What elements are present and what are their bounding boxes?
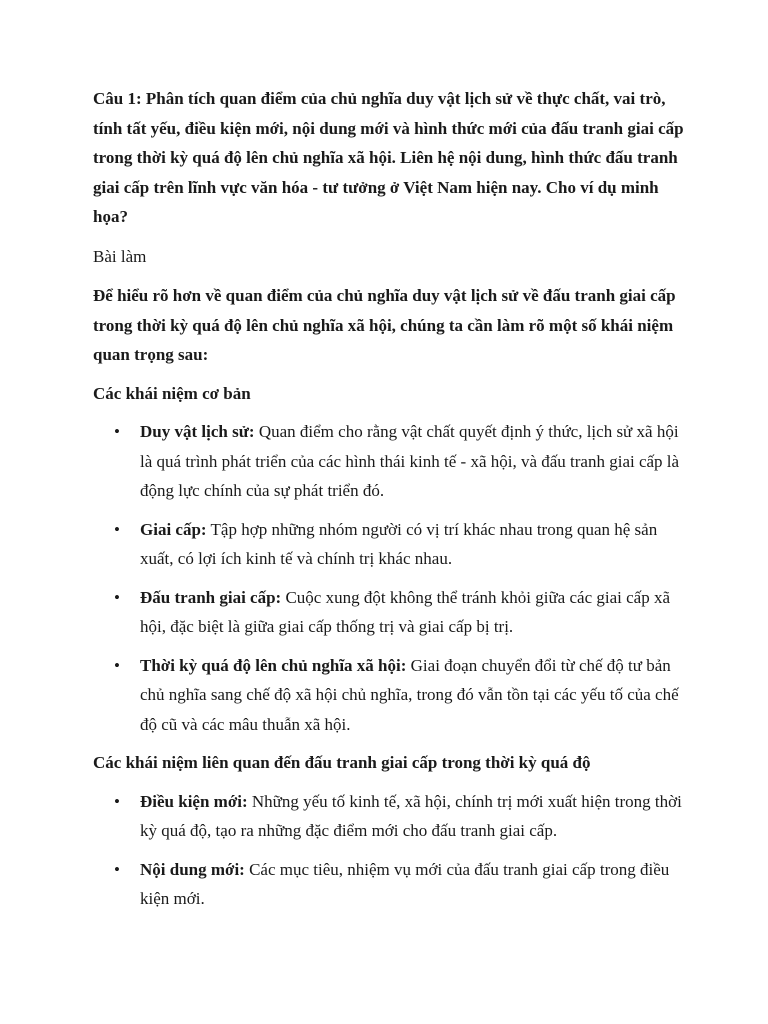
- list-item-text: Những yếu tố kinh tế, xã hội, chính trị mới xuất hiện trong thời kỳ quá độ, tạo ra những đặc điểm mới cho đấu tranh giai cấp.: [140, 791, 682, 840]
- list-item-term: Nội dung mới:: [140, 859, 245, 879]
- list-item: [93, 417, 688, 506]
- list-item: [93, 515, 688, 574]
- basic-concepts-list: [93, 417, 688, 739]
- list-item-term: Thời kỳ quá độ lên chủ nghĩa xã hội:: [140, 655, 407, 675]
- list-item: [93, 583, 688, 642]
- list-item: [93, 787, 688, 846]
- question-text: Câu 1: Phân tích quan điểm của chủ nghĩa duy vật lịch sử về thực chất, vai trò, tính tất yếu, điều kiện mới, nội dung mới và hình thức mới của đấu tranh giai cấp trong thời kỳ quá độ lên chủ nghĩa xã hội. Liên hệ nội dung, hình thức đấu tranh giai cấp trên lĩnh vực văn hóa - tư tưởng ở Việt Nam hiện nay. Cho ví dụ minh họa?: [93, 89, 684, 226]
- bullet-icon: •: [114, 859, 120, 879]
- document-body: [93, 84, 688, 923]
- bullet-icon: •: [114, 519, 120, 539]
- bullet-icon: •: [114, 791, 120, 811]
- list-item-term: Duy vật lịch sử:: [140, 422, 255, 441]
- list-item-text: Giai đoạn chuyển đổi từ chế độ tư bản chủ nghĩa sang chế độ xã hội chủ nghĩa, trong đó vẫn tồn tại các yếu tố của chế độ cũ và các mâu thuẫn xã hội.: [140, 655, 679, 734]
- related-concepts-list: [93, 787, 688, 914]
- list-item: [93, 651, 688, 740]
- intro-paragraph: Để hiểu rõ hơn về quan điểm của chủ nghĩa duy vật lịch sử về đấu tranh giai cấp trong thời kỳ quá độ lên chủ nghĩa xã hội, chúng ta cần làm rõ một số khái niệm quan trọng sau:: [93, 286, 676, 364]
- bullet-icon: •: [114, 587, 120, 607]
- list-item-text: Cuộc xung đột không thể tránh khỏi giữa các giai cấp xã hội, đặc biệt là giữa giai cấp thống trị và giai cấp bị trị.: [140, 587, 670, 636]
- answer-label: Bài làm: [93, 246, 147, 266]
- list-item-text: Các mục tiêu, nhiệm vụ mới của đấu tranh giai cấp trong điều kiện mới.: [140, 859, 670, 908]
- list-item-text: Tập hợp những nhóm người có vị trí khác nhau trong quan hệ sản xuất, có lợi ích kinh tế và chính trị khác nhau.: [140, 519, 658, 568]
- bullet-icon: •: [114, 422, 120, 441]
- list-item-term: Điều kiện mới:: [140, 791, 248, 811]
- section-heading-basic-concepts: Các khái niệm cơ bản: [93, 383, 251, 403]
- bullet-icon: •: [114, 655, 120, 675]
- list-item: [93, 855, 688, 914]
- section-heading-related-concepts: Các khái niệm liên quan đến đấu tranh giai cấp trong thời kỳ quá độ: [93, 753, 591, 772]
- list-item-term: Giai cấp:: [140, 519, 207, 539]
- list-item-term: Đấu tranh giai cấp:: [140, 587, 282, 607]
- list-item-text: Quan điểm cho rằng vật chất quyết định ý thức, lịch sử xã hội là quá trình phát triển của các hình thái kinh tế - xã hội, và đấu tranh giai cấp là động lực chính của sự phát triển đó.: [140, 422, 680, 500]
